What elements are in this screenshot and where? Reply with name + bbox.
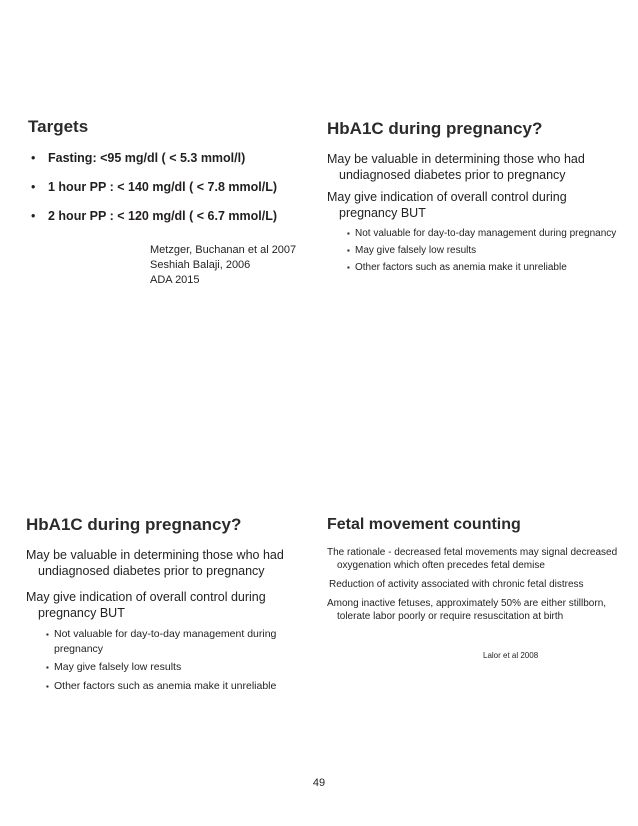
- hba1c-bottom-bullets: [26, 627, 318, 694]
- fetal-title: Fetal movement counting: [327, 516, 521, 533]
- targets-panel: [28, 117, 318, 288]
- hba1c-bottom-para-1: May be valuable in determining those who had undiagnosed diabetes prior to pregnancy: [26, 548, 284, 578]
- targets-item-1h: • 1 hour PP : < 140 mg/dl ( < 7.8 mmol/L): [28, 180, 318, 194]
- hba1c-bottom-bullet: ▪ Other factors such as anemia make it unreliable: [46, 679, 318, 694]
- reference-line: Metzger, Buchanan et al 2007: [150, 244, 297, 256]
- hba1c-bottom-para-2: May give indication of overall control during pregnancy BUT: [26, 590, 266, 620]
- fetal-para: Among inactive fetuses, approximately 50% are either stillborn, tolerate labor poorly or require resuscitation at birth: [327, 598, 607, 622]
- hba1c-top-bullet: ▪ Other factors such as anemia make it unreliable: [347, 261, 619, 274]
- targets-item-fasting: • Fasting: <95 mg/dl ( < 5.3 mmol/l): [28, 151, 318, 165]
- hba1c-bottom-title: HbA1C during pregnancy?: [26, 515, 242, 534]
- hba1c-top-bullet: ▪ May give falsely low results: [347, 244, 619, 257]
- page-number: 49: [312, 777, 326, 789]
- reference-line: ADA 2015: [150, 274, 200, 286]
- hba1c-top-panel: [327, 119, 619, 278]
- hba1c-top-title: HbA1C during pregnancy?: [327, 119, 543, 138]
- targets-title: Targets: [28, 117, 89, 136]
- reference-line: Seshiah Balaji, 2006: [150, 259, 251, 271]
- fetal-panel: [327, 516, 619, 660]
- hba1c-top-para-1: May be valuable in determining those who had undiagnosed diabetes prior to pregnancy: [327, 152, 585, 182]
- hba1c-bottom-bullet: ▪ May give falsely low results: [46, 660, 318, 675]
- targets-references: [150, 243, 318, 288]
- fetal-para: Reduction of activity associated with chronic fetal distress: [329, 579, 584, 590]
- fetal-para: The rationale - decreased fetal movements may signal decreased oxygenation which often precedes fetal demise: [327, 547, 618, 571]
- hba1c-bottom-panel: [26, 515, 318, 698]
- hba1c-top-bullets: [327, 227, 619, 274]
- hba1c-bottom-bullet: ▪ Not valuable for day-to-day management during pregnancy: [46, 627, 318, 656]
- targets-item-2h: • 2 hour PP : < 120 mg/dl ( < 6.7 mmol/L): [28, 209, 318, 223]
- fetal-reference: Lalor et al 2008: [483, 651, 539, 660]
- hba1c-top-bullet: ▪ Not valuable for day-to-day management during pregnancy: [347, 227, 619, 240]
- targets-list: [28, 151, 318, 223]
- hba1c-top-para-2: May give indication of overall control during pregnancy BUT: [327, 190, 567, 220]
